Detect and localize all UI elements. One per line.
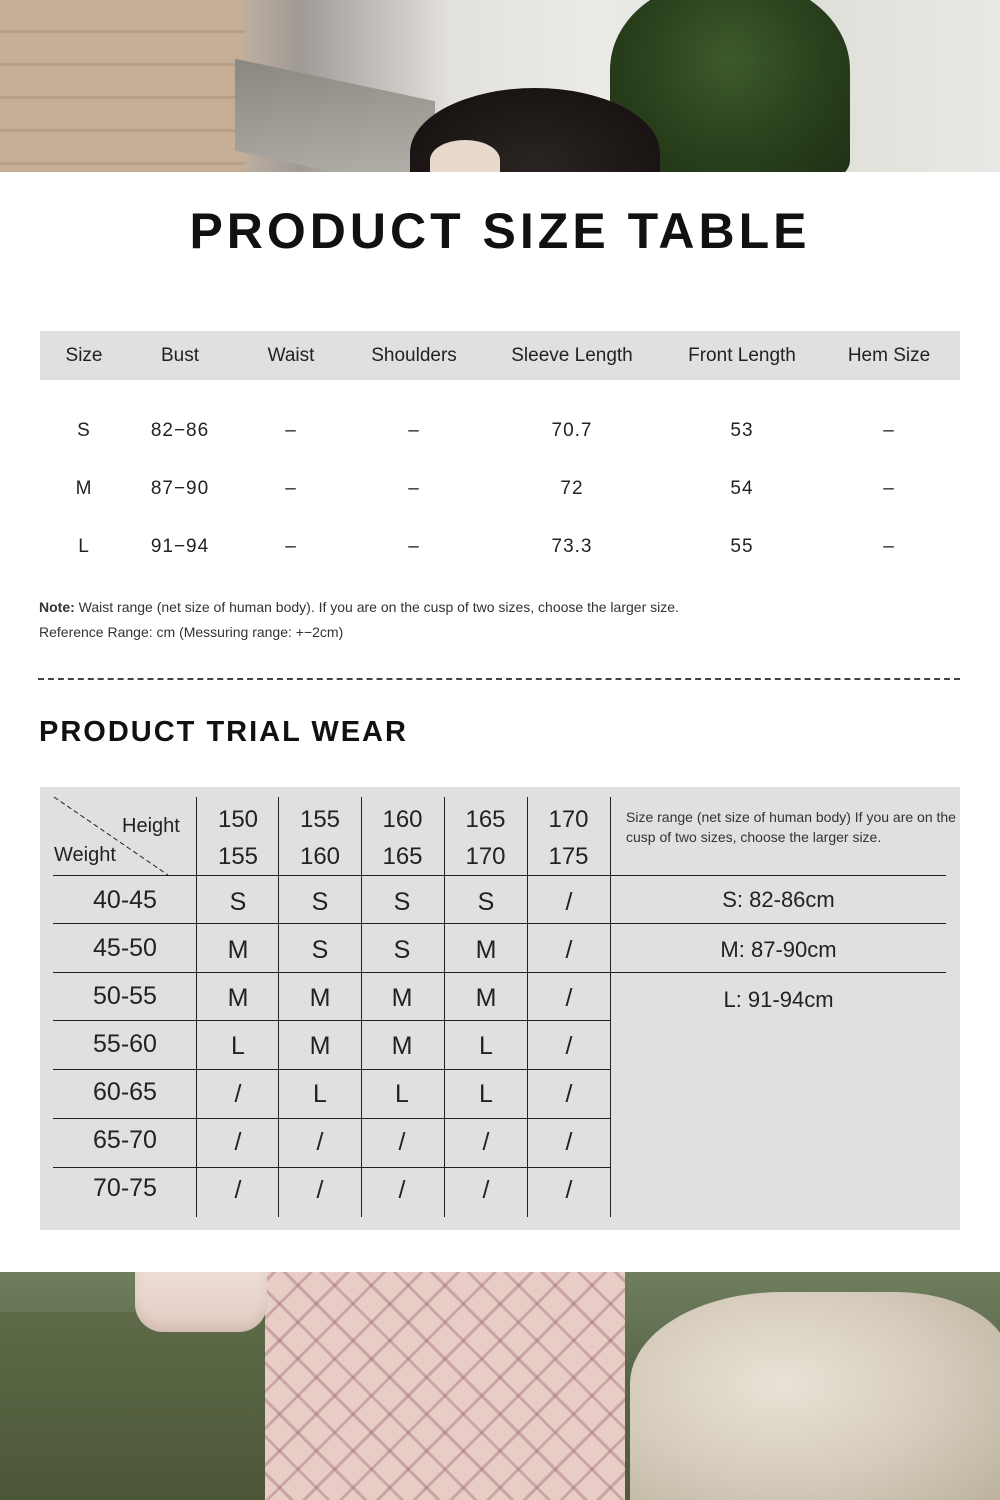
page-title: PRODUCT SIZE TABLE [189, 203, 811, 259]
header-size: Size [65, 345, 103, 366]
cell-size: M [75, 478, 93, 499]
cell-size: L [78, 536, 90, 557]
cell-front: 54 [730, 478, 754, 499]
cell-sleeve: 72 [560, 478, 584, 499]
cell-front: 53 [730, 420, 754, 441]
note-text: Waist range (net size of human body). If you are on the cusp of two sizes, choose the larger size. [74, 599, 679, 615]
size-cell: L [395, 1080, 409, 1108]
size-cell: S [393, 936, 411, 964]
size-cell: / [482, 1176, 490, 1204]
header-front-length: Front Length [688, 345, 796, 366]
size-cell: / [565, 888, 573, 916]
size-cell: / [565, 1176, 573, 1204]
range-s: S: 82-86cm [722, 887, 835, 912]
height-to: 165 [382, 843, 423, 870]
height-from: 150 [217, 806, 259, 833]
size-cell: / [482, 1128, 490, 1156]
size-cell: / [316, 1176, 324, 1204]
height-col [444, 801, 527, 875]
note-label: Note: [39, 599, 75, 615]
reference-range: Reference Range: cm (Messuring range: +−2cm) [39, 624, 344, 640]
size-cell: / [234, 1176, 242, 1204]
top-model-photo [0, 0, 1000, 172]
bottom-model-photo [0, 1272, 1000, 1500]
cell-hem: – [883, 420, 895, 441]
cell-waist: – [285, 420, 297, 441]
header-bust: Bust [160, 345, 200, 366]
size-cell: / [565, 1128, 573, 1156]
weight-label: 45-50 [93, 934, 157, 962]
table-row [40, 411, 960, 451]
weight-label: 55-60 [93, 1030, 157, 1058]
table-row [40, 469, 960, 509]
weight-label: 40-45 [93, 886, 157, 914]
size-cell: / [565, 936, 573, 964]
range-m: M: 87-90cm [720, 937, 837, 962]
height-to: 155 [217, 843, 259, 870]
header-sleeve-length: Sleeve Length [511, 345, 633, 366]
size-cell: / [398, 1128, 406, 1156]
size-cell: M [391, 984, 413, 1012]
size-cell: L [313, 1080, 327, 1108]
size-cell: / [565, 1032, 573, 1060]
height-to: 160 [299, 843, 341, 870]
size-cell: M [309, 1032, 331, 1060]
weight-label: 70-75 [93, 1174, 157, 1202]
cell-shoulders: – [408, 478, 420, 499]
range-l: L: 91-94cm [723, 987, 834, 1012]
cell-shoulders: – [408, 420, 420, 441]
weight-label: 65-70 [93, 1126, 157, 1154]
size-cell: / [234, 1128, 242, 1156]
size-cell: L [479, 1080, 493, 1108]
size-cell: S [477, 888, 495, 916]
size-table-header [40, 331, 960, 380]
weight-label: 50-55 [93, 982, 157, 1010]
size-cell: L [479, 1032, 493, 1060]
trial-wear-title: PRODUCT TRIAL WEAR [39, 716, 408, 748]
section-divider [38, 678, 960, 680]
height-to: 175 [548, 843, 589, 870]
size-cell: M [475, 984, 497, 1012]
cell-bust: 87−90 [150, 478, 210, 499]
size-cell: / [565, 984, 573, 1012]
header-waist: Waist [267, 345, 315, 366]
height-from: 160 [382, 806, 423, 833]
size-cell: S [311, 888, 329, 916]
cell-sleeve: 73.3 [551, 536, 593, 557]
size-cell: M [227, 936, 249, 964]
weight-label: 60-65 [93, 1078, 157, 1106]
height-from: 165 [465, 806, 506, 833]
cell-hem: – [883, 478, 895, 499]
cell-waist: – [285, 478, 297, 499]
cell-waist: – [285, 536, 297, 557]
size-cell: M [475, 936, 497, 964]
cell-hem: – [883, 536, 895, 557]
header-hem-size: Hem Size [847, 345, 931, 366]
corner-height-label: Height [122, 815, 180, 837]
corner-weight-label: Weight [54, 844, 116, 866]
size-cell: S [393, 888, 411, 916]
size-cell: / [398, 1176, 406, 1204]
cell-size: S [77, 420, 91, 441]
size-cell: M [227, 984, 249, 1012]
cell-sleeve: 70.7 [551, 420, 593, 441]
cell-bust: 82−86 [150, 420, 210, 441]
size-cell: / [234, 1080, 242, 1108]
header-shoulders: Shoulders [371, 345, 457, 366]
height-col [527, 801, 610, 875]
size-cell: / [565, 1080, 573, 1108]
trial-wear-table [40, 787, 960, 1230]
size-cell: M [309, 984, 331, 1012]
size-note [39, 595, 679, 645]
size-cell: L [231, 1032, 245, 1060]
height-col [197, 801, 279, 875]
size-cell: / [316, 1128, 324, 1156]
size-cell: S [311, 936, 329, 964]
cell-front: 55 [730, 536, 754, 557]
size-cell: M [391, 1032, 413, 1060]
cell-bust: 91−94 [150, 536, 210, 557]
range-note: Size range (net size of human body) If you are on the cusp of two sizes, choose the larger size. [626, 809, 956, 845]
height-to: 170 [465, 843, 506, 870]
height-col [361, 801, 444, 875]
size-cell: S [229, 888, 247, 916]
height-col [279, 801, 361, 875]
table-row [40, 527, 960, 567]
cell-shoulders: – [408, 536, 420, 557]
height-from: 170 [548, 806, 589, 833]
height-from: 155 [299, 806, 341, 833]
